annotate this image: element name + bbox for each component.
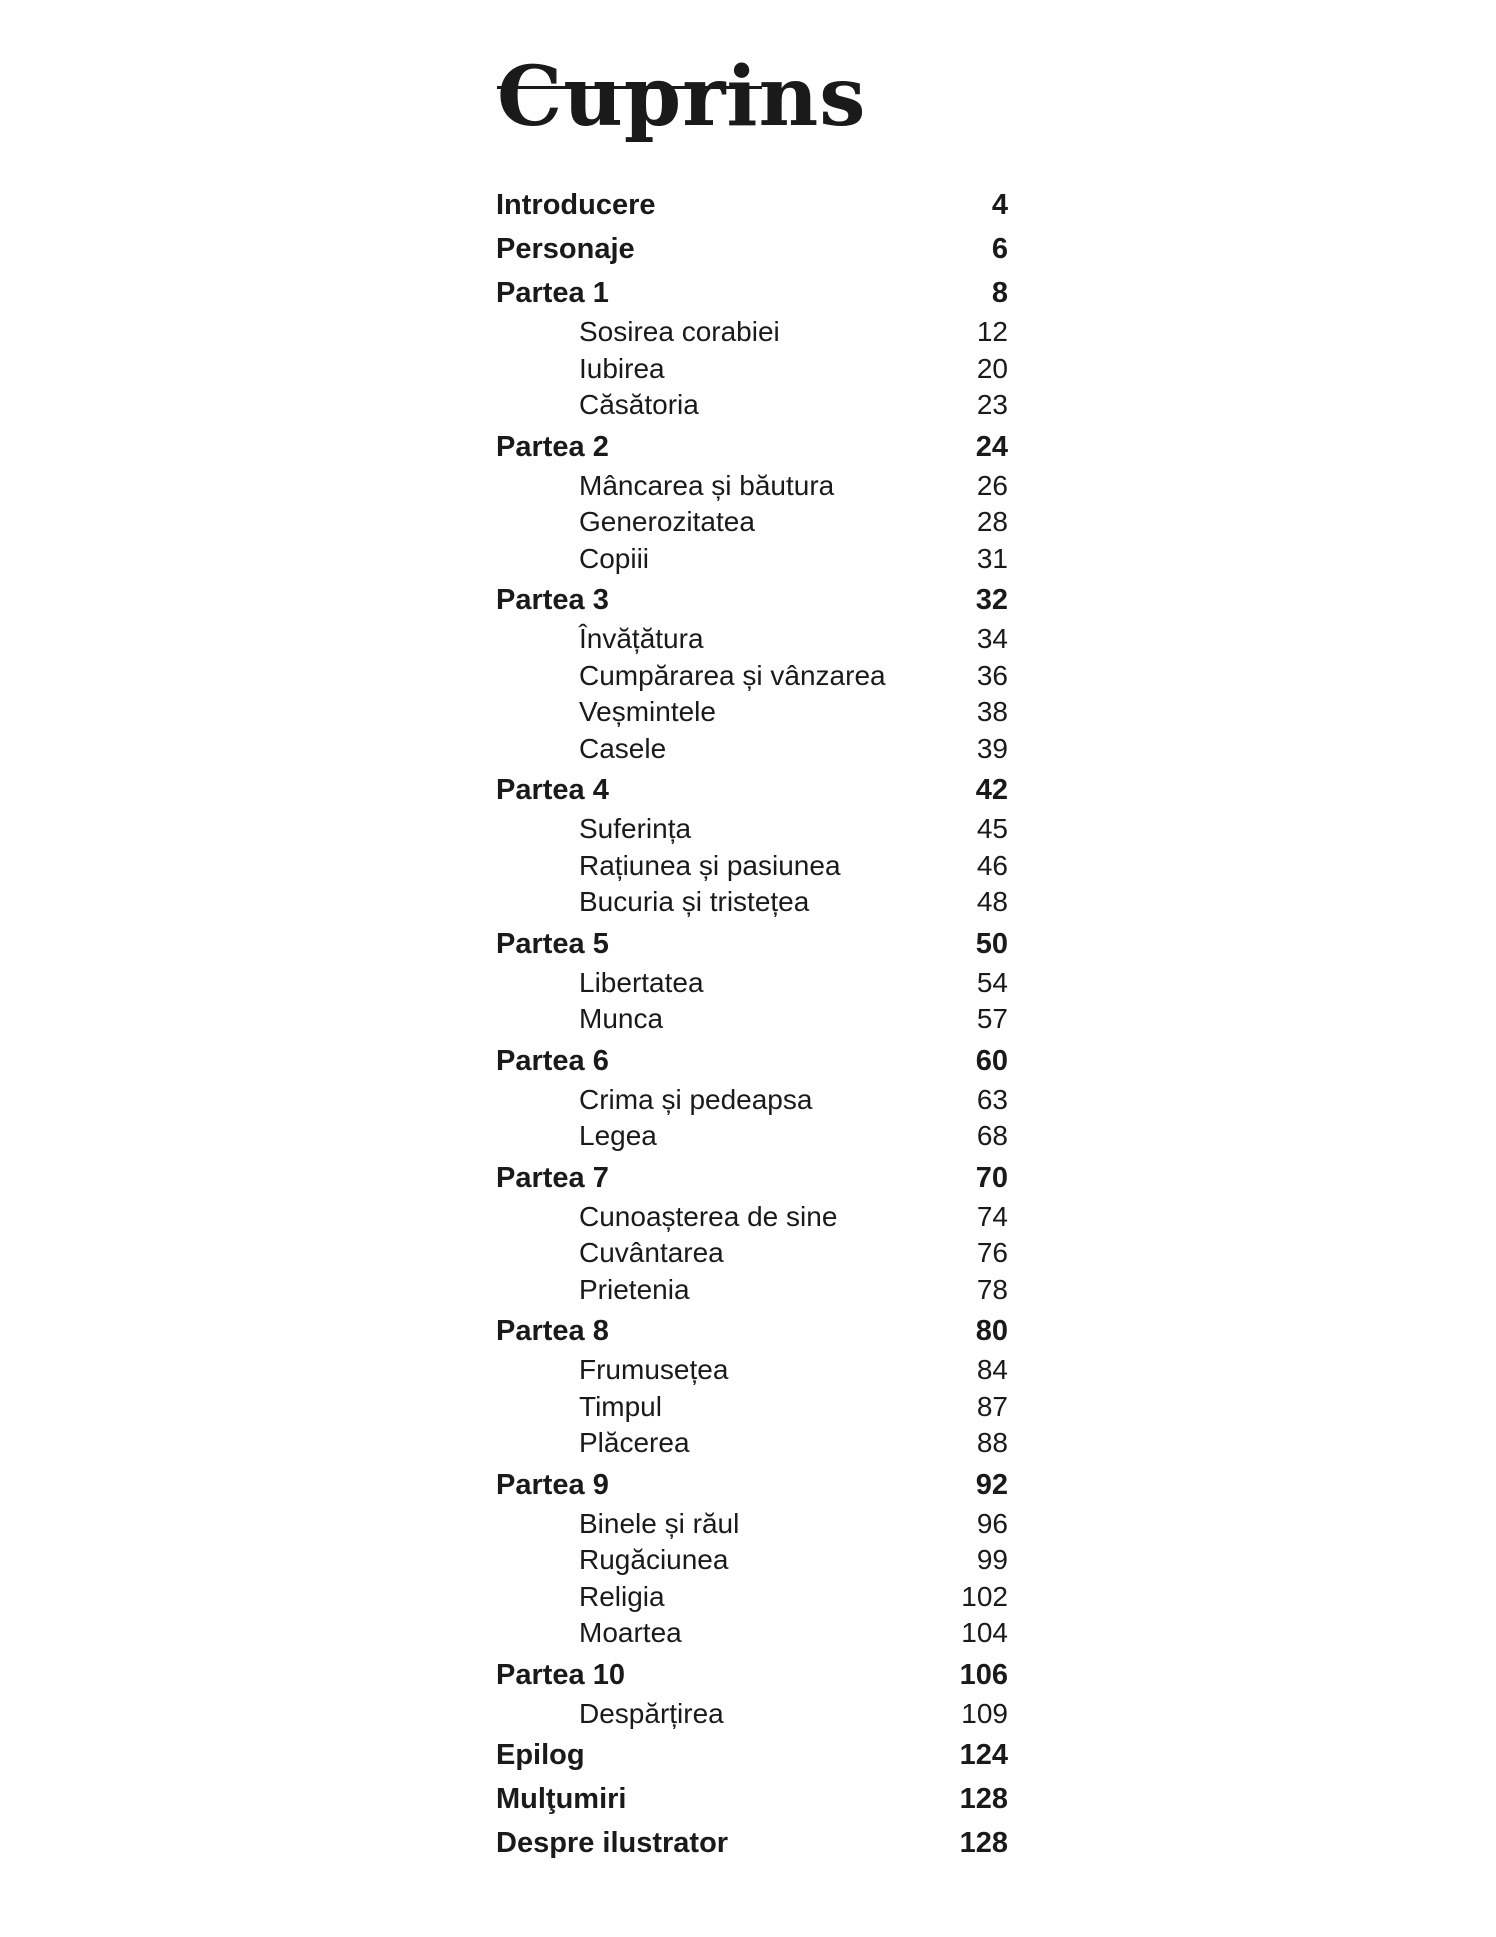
toc-subsection-entry: [496, 1082, 1008, 1119]
toc-entry-page-number: 24: [975, 430, 1008, 463]
toc-entry-label: Rugăciunea: [579, 1544, 729, 1575]
toc-entry-label: Învățătura: [579, 623, 704, 654]
toc-entry-page-number: 8: [991, 277, 1008, 309]
toc-entry-label: Despre ilustrator: [496, 1827, 729, 1859]
toc-entry-label: Timpul: [579, 1390, 662, 1422]
toc-entry-page-number: 87: [976, 1390, 1008, 1422]
toc-entry-label: Partea 9: [496, 1468, 609, 1501]
page-title: Cuprins: [497, 49, 867, 145]
toc-entry-page-number: 76: [976, 1237, 1008, 1268]
toc-entry-page-number: 84: [976, 1354, 1008, 1385]
toc-entry-page-number: 74: [976, 1200, 1008, 1232]
toc-entry-label: Sosirea corabiei: [579, 316, 780, 347]
toc-entry-label: Mâncarea și băutura: [579, 469, 835, 501]
toc-entry-label: Plăcerea: [579, 1427, 690, 1458]
toc-entry-label: Munca: [579, 1003, 664, 1034]
toc-section-entry: [496, 923, 1008, 965]
toc-entry-label: Introducere: [496, 189, 656, 221]
toc-entry-page-number: 80: [975, 1315, 1008, 1347]
toc-entry-label: Partea 5: [496, 927, 609, 960]
toc-entry-page-number: 109: [961, 1697, 1008, 1729]
toc-entry-label: Mulţumiri: [496, 1783, 627, 1815]
toc-section-entry: [496, 272, 1008, 314]
toc-subsection-entry: [496, 351, 1008, 388]
toc-section-entry: [496, 228, 1008, 270]
toc-entry-label: Generozitatea: [579, 506, 755, 537]
toc-entry-label: Libertatea: [579, 966, 704, 998]
toc-section-entry: [496, 184, 1008, 226]
toc-entry-page-number: 63: [976, 1083, 1008, 1115]
toc-section-entry: [496, 1040, 1008, 1082]
toc-entry-page-number: 57: [976, 1003, 1008, 1034]
toc-entry-page-number: 106: [959, 1658, 1008, 1691]
toc-entry-page-number: 31: [976, 542, 1008, 574]
toc-subsection-entry: [496, 541, 1008, 578]
toc-entry-label: Rațiunea și pasiunea: [579, 849, 841, 881]
toc-section-entry: [496, 579, 1008, 621]
toc-subsection-entry: [496, 965, 1008, 1002]
toc-entry-label: Frumusețea: [579, 1354, 729, 1385]
toc-entry-page-number: 60: [975, 1044, 1008, 1077]
toc-section-entry: [496, 426, 1008, 468]
toc-subsection-entry: [496, 811, 1008, 848]
toc-entry-page-number: 39: [976, 732, 1008, 764]
toc-subsection-entry: [496, 884, 1008, 921]
toc-subsection-entry: [496, 1506, 1008, 1543]
toc-subsection-entry: [496, 731, 1008, 768]
toc-entry-label: Căsătoria: [579, 389, 699, 420]
toc-entry-page-number: 26: [976, 469, 1008, 501]
toc-entry-label: Epilog: [496, 1739, 585, 1771]
toc-entry-label: Cumpărarea și vânzarea: [579, 659, 886, 691]
toc-subsection-entry: [496, 848, 1008, 885]
toc-subsection-entry: [496, 1615, 1008, 1652]
toc-entry-page-number: 12: [976, 316, 1008, 347]
toc-entry-label: Suferința: [579, 813, 692, 844]
toc-subsection-entry: [496, 468, 1008, 505]
toc-entry-label: Partea 6: [496, 1044, 609, 1077]
toc-entry-page-number: 78: [976, 1273, 1008, 1305]
toc-entry-label: Partea 2: [496, 430, 609, 463]
toc-entry-page-number: 46: [976, 849, 1008, 881]
toc-subsection-entry: [496, 1696, 1008, 1733]
toc-entry-label: Iubirea: [579, 352, 665, 384]
toc-entry-page-number: 36: [976, 659, 1008, 691]
toc-entry-label: Partea 7: [496, 1161, 609, 1194]
toc-section-entry: [496, 1157, 1008, 1199]
toc-section-entry: [496, 1734, 1008, 1776]
toc-entry-label: Partea 3: [496, 584, 609, 616]
toc-entry-page-number: 99: [976, 1544, 1008, 1575]
table-of-contents: [496, 182, 1008, 1864]
toc-entry-page-number: 102: [961, 1580, 1008, 1612]
toc-entry-page-number: 124: [959, 1739, 1008, 1771]
toc-section-entry: [496, 1464, 1008, 1506]
toc-subsection-entry: [496, 1118, 1008, 1155]
toc-subsection-entry: [496, 1542, 1008, 1579]
toc-entry-label: Cuvântarea: [579, 1237, 724, 1268]
toc-entry-label: Prietenia: [579, 1273, 690, 1305]
toc-subsection-entry: [496, 1425, 1008, 1462]
toc-subsection-entry: [496, 1272, 1008, 1309]
toc-section-entry: [496, 1654, 1008, 1696]
toc-entry-page-number: 34: [976, 623, 1008, 654]
toc-entry-label: Legea: [579, 1120, 657, 1151]
toc-entry-page-number: 70: [975, 1161, 1008, 1194]
toc-entry-page-number: 42: [975, 774, 1008, 806]
toc-section-entry: [496, 1778, 1008, 1820]
toc-entry-page-number: 32: [975, 584, 1008, 616]
toc-entry-label: Crima și pedeapsa: [579, 1083, 813, 1115]
toc-entry-page-number: 104: [961, 1617, 1008, 1648]
toc-section-entry: [496, 1310, 1008, 1352]
toc-subsection-entry: [496, 621, 1008, 658]
toc-entry-label: Partea 10: [496, 1658, 625, 1691]
toc-entry-label: Copiii: [579, 542, 650, 574]
toc-subsection-entry: [496, 1235, 1008, 1272]
toc-entry-page-number: 28: [976, 506, 1008, 537]
toc-entry-label: Cunoașterea de sine: [579, 1200, 838, 1232]
toc-subsection-entry: [496, 694, 1008, 731]
toc-subsection-entry: [496, 1352, 1008, 1389]
toc-entry-page-number: 92: [975, 1468, 1008, 1501]
toc-entry-page-number: 128: [959, 1827, 1008, 1859]
toc-entry-page-number: 48: [976, 886, 1008, 917]
toc-section-entry: [496, 769, 1008, 811]
toc-entry-page-number: 38: [976, 696, 1008, 727]
toc-subsection-entry: [496, 314, 1008, 351]
toc-entry-page-number: 96: [976, 1507, 1008, 1539]
toc-entry-page-number: 6: [991, 233, 1008, 265]
toc-section-entry: [496, 1822, 1008, 1864]
toc-entry-page-number: 4: [991, 189, 1008, 221]
toc-entry-page-number: 88: [976, 1427, 1008, 1458]
toc-entry-label: Partea 1: [496, 277, 609, 309]
toc-subsection-entry: [496, 1579, 1008, 1616]
toc-entry-label: Despărțirea: [579, 1697, 724, 1729]
toc-entry-page-number: 128: [959, 1783, 1008, 1815]
toc-entry-label: Casele: [579, 732, 667, 764]
toc-entry-label: Binele și răul: [579, 1507, 740, 1539]
toc-subsection-entry: [496, 1199, 1008, 1236]
toc-entry-label: Veșmintele: [579, 696, 716, 727]
toc-entry-label: Moartea: [579, 1617, 682, 1648]
toc-subsection-entry: [496, 658, 1008, 695]
toc-entry-page-number: 54: [976, 966, 1008, 998]
toc-entry-label: Religia: [579, 1580, 665, 1612]
toc-entry-label: Personaje: [496, 233, 635, 265]
toc-entry-page-number: 68: [976, 1120, 1008, 1151]
toc-subsection-entry: [496, 1389, 1008, 1426]
toc-entry-page-number: 45: [976, 813, 1008, 844]
toc-entry-label: Partea 8: [496, 1315, 609, 1347]
toc-entry-label: Partea 4: [496, 774, 609, 806]
toc-subsection-entry: [496, 504, 1008, 541]
toc-subsection-entry: [496, 1001, 1008, 1038]
toc-entry-page-number: 20: [976, 352, 1008, 384]
toc-subsection-entry: [496, 387, 1008, 424]
toc-entry-page-number: 23: [976, 389, 1008, 420]
toc-entry-page-number: 50: [975, 927, 1008, 960]
toc-entry-label: Bucuria și tristețea: [579, 886, 810, 917]
